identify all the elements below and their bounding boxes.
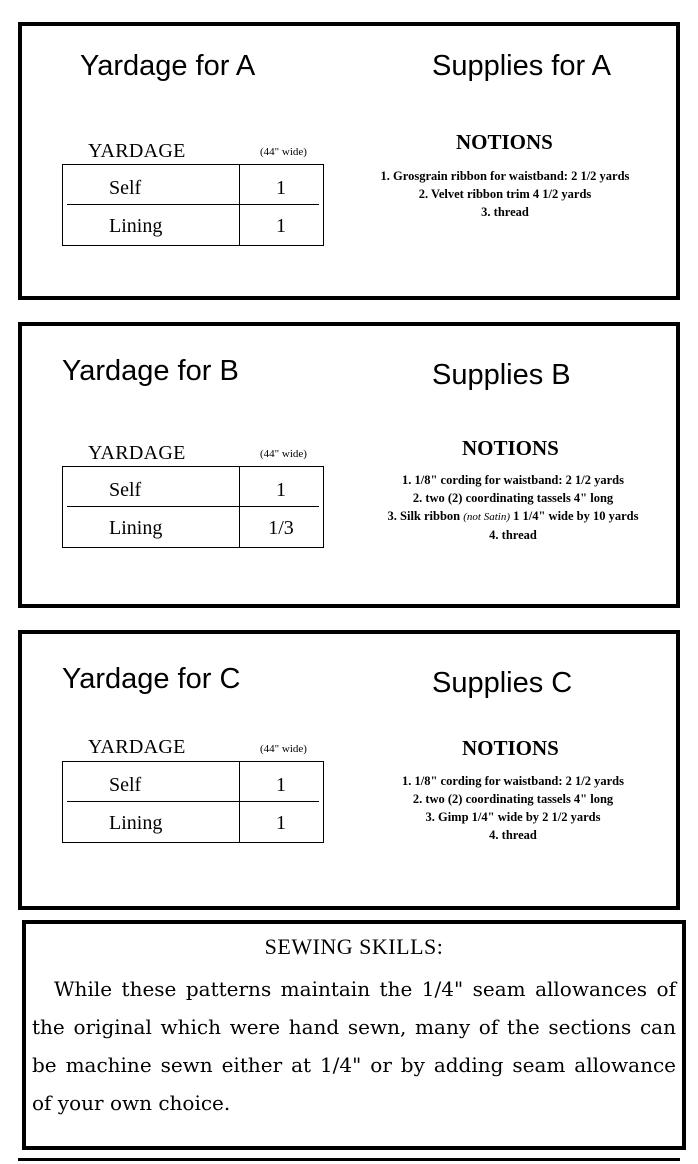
list-item: 2. Velvet ribbon trim 4 1/2 yards	[418, 187, 592, 201]
yardage-title: Yardage for C	[62, 663, 241, 695]
list-item: 1. 1/8" cording for waistband: 2 1/2 yards	[401, 774, 624, 788]
table-cell-value: 1/3	[268, 517, 294, 539]
notion-text: 3. Silk ribbon	[387, 509, 464, 523]
skills-title: SEWING SKILLS:	[264, 934, 444, 959]
list-item: 2. two (2) coordinating tassels 4" long	[412, 491, 614, 505]
yardage-table	[62, 164, 324, 246]
yardage-title: Yardage for A	[80, 50, 256, 82]
table-cell-name: Self	[109, 177, 142, 199]
sewing-skills-panel	[22, 920, 686, 1150]
section-a-panel	[18, 22, 680, 300]
width-label: (44" wide)	[260, 448, 307, 460]
yardage-label: YARDAGE	[88, 736, 186, 758]
skills-body: While these patterns maintain the 1/4" seam allowances of the original which were hand sewn, many of the sections can be machine sewn either at 1/4" or by adding seam allowance of your own choice.	[32, 977, 676, 1115]
list-item	[352, 507, 674, 526]
list-item: 3. Gimp 1/4" wide by 2 1/2 yards	[425, 810, 601, 824]
notions-title: NOTIONS	[462, 436, 559, 460]
yardage-label: YARDAGE	[88, 140, 186, 162]
table-divider	[67, 204, 319, 205]
list-item: 4. thread	[489, 528, 537, 542]
table-cell-name: Self	[109, 774, 142, 796]
table-cell-name: Self	[109, 479, 142, 501]
section-b-panel	[18, 322, 680, 608]
supplies-title: Supplies B	[432, 359, 571, 391]
list-item: 2. two (2) coordinating tassels 4" long	[412, 792, 614, 806]
notion-text: 1 1/4" wide by 10 yards	[510, 509, 639, 523]
table-divider	[67, 506, 319, 507]
table-cell-value: 1	[276, 774, 286, 796]
table-cell-value: 1	[276, 479, 286, 501]
supplies-title: Supplies for A	[432, 50, 611, 82]
table-cell-name: Lining	[109, 517, 163, 539]
notions-list	[352, 471, 674, 544]
notions-title: NOTIONS	[456, 130, 553, 154]
notion-note: (not Satin)	[463, 511, 510, 523]
bottom-rule	[18, 1158, 680, 1161]
section-c-panel	[18, 630, 680, 910]
table-divider	[67, 801, 319, 802]
yardage-table	[62, 466, 324, 548]
width-label: (44" wide)	[260, 743, 307, 755]
list-item: 1. 1/8" cording for waistband: 2 1/2 yards	[401, 473, 624, 487]
yardage-table	[62, 761, 324, 843]
supplies-title: Supplies C	[432, 667, 573, 699]
width-label: (44" wide)	[260, 146, 307, 158]
notions-list	[352, 772, 674, 844]
table-cell-value: 1	[276, 177, 286, 199]
yardage-title: Yardage for B	[62, 355, 239, 387]
list-item: 4. thread	[489, 828, 537, 842]
table-cell-name: Lining	[109, 215, 163, 237]
list-item: 1. Grosgrain ribbon for waistband: 2 1/2 yards	[380, 169, 630, 183]
list-item: 3. thread	[481, 205, 529, 219]
notions-title: NOTIONS	[462, 736, 559, 760]
table-cell-value: 1	[276, 812, 286, 834]
table-cell-name: Lining	[109, 812, 163, 834]
notions-list	[340, 167, 670, 221]
table-cell-value: 1	[276, 215, 286, 237]
yardage-label: YARDAGE	[88, 442, 186, 464]
